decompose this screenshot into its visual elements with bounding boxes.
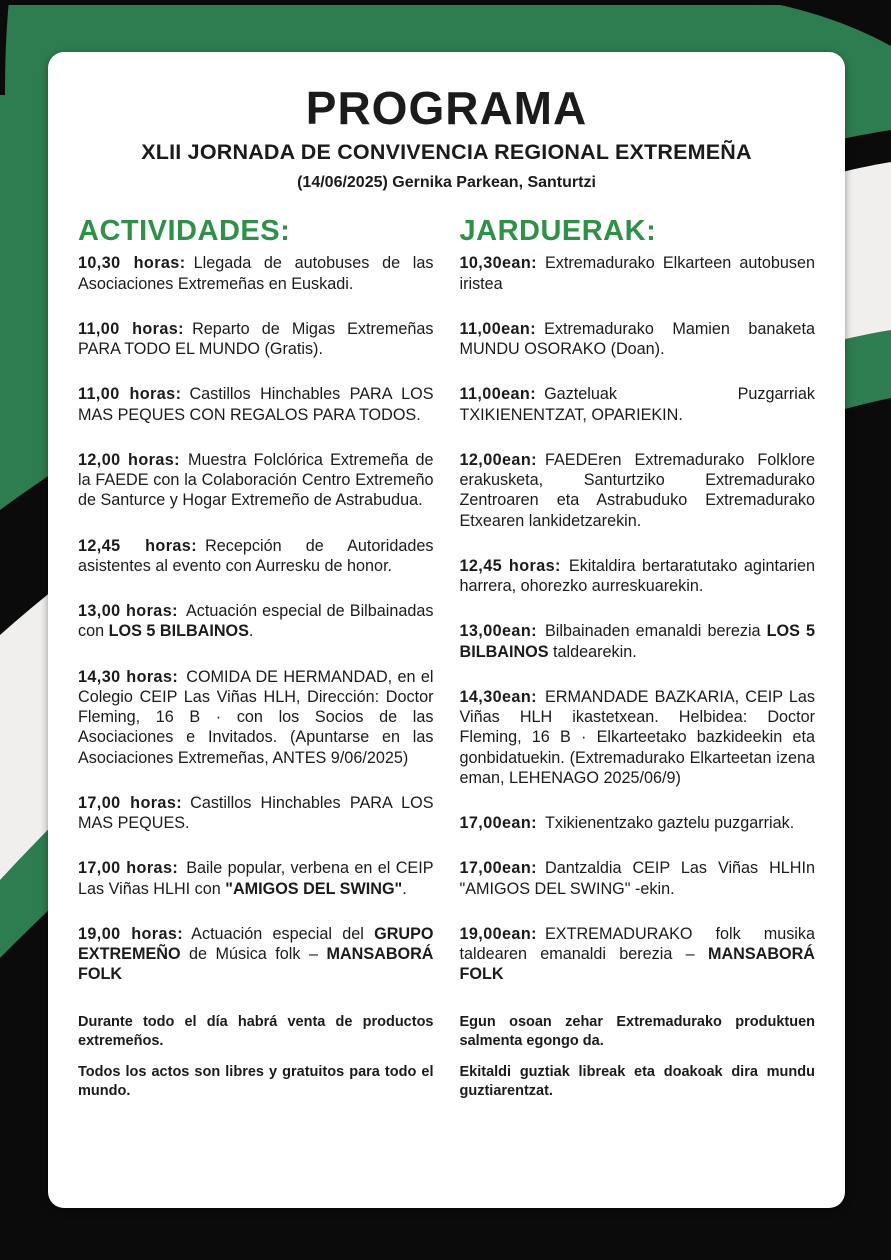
schedule-list-basque — [460, 253, 816, 984]
item-time: 13,00ean: — [459, 622, 537, 641]
poster-date-location: (14/06/2025) Gernika Parkean, Santurtzi — [297, 173, 596, 191]
poster-subtitle: XLII JORNADA DE CONVIVENCIA REGIONAL EXTREMEÑA — [141, 140, 752, 165]
column-heading-basque: JARDUERAK: — [459, 214, 657, 247]
program-card — [48, 52, 845, 1208]
schedule-item: 11,00 horas: Castillos Hinchables PARA LOS MAS PEQUES CON REGALOS PARA TODOS. — [78, 385, 434, 424]
schedule-item: 13,00ean: Bilbainaden emanaldi berezia LOS 5 BILBAINOS taldearekin. — [459, 622, 815, 661]
item-time: 14,30 horas: — [78, 667, 179, 686]
schedule-item: 12,45 horas: Ekitaldira bertaratutako agintarien harrera, ohorezko aurreskuarekin. — [459, 556, 816, 596]
item-time: 19,00ean: — [459, 924, 537, 943]
schedule-item: 17,00 horas: Baile popular, verbena en el CEIP Las Viñas HLHI con "AMIGOS DEL SWING". — [78, 859, 434, 898]
schedule-item: 14,30 horas: COMIDA DE HERMANDAD, en el Colegio CEIP Las Viñas HLH, Dirección: Doctor Fleming, 16 B · con los Socios de las Asociaciones e Invitados. (Apuntarse en las Asociaciones Extremeñas, ANTES 9/06/2025) — [78, 667, 434, 767]
top-edge-black-strip — [0, 0, 891, 5]
schedule-item: 14,30ean: ERMANDADE BAZKARIA, CEIP Las Viñas HLH ikastetxean. Helbidea: Doctor Fleming, 16 B · Elkarteetako bazkideekin eta gonbidatuekin. (Extremadurako Elkarteetan izena eman, LEHENAGO 2025/06/9) — [459, 687, 815, 787]
item-time: 17,00ean: — [459, 814, 537, 833]
item-time: 11,00 horas: — [78, 319, 184, 338]
item-time: 17,00ean: — [459, 859, 537, 878]
footer-notes-basque — [460, 1013, 816, 1101]
item-time: 19,00 horas: — [78, 924, 184, 943]
item-time: 12,45 horas: — [78, 536, 197, 555]
schedule-item: 13,00 horas: Actuación especial de Bilbainadas con LOS 5 BILBAINOS. — [78, 602, 434, 641]
item-time: 17,00 horas: — [78, 859, 179, 878]
footer-note: Todos los actos son libres y gratuitos para todo el mundo. — [78, 1064, 434, 1100]
schedule-item: 17,00 horas: Castillos Hinchables PARA LOS MAS PEQUES. — [78, 793, 434, 833]
item-time: 11,00ean: — [459, 319, 536, 338]
footer-note: Egun osoan zehar Extremadurako produktuen salmenta egongo da. — [459, 1013, 815, 1049]
item-time: 14,30ean: — [459, 687, 537, 706]
program-columns — [78, 216, 815, 1115]
item-time: 12,45 horas: — [459, 556, 561, 575]
schedule-item: 19,00ean: EXTREMADURAKO folk musika taldearen emanaldi berezia – MANSABORÁ FOLK — [459, 924, 815, 984]
item-time: 12,00ean: — [459, 450, 537, 469]
item-time: 10,30 horas: — [78, 254, 186, 273]
footer-note: Ekitaldi guztiak libreak eta doakoak dira mundu guztiarentzat. — [459, 1064, 815, 1100]
column-jarduerak — [460, 216, 816, 1115]
schedule-list-spanish — [78, 253, 434, 984]
footer-note: Durante todo el día habrá venta de productos extremeños. — [78, 1013, 434, 1049]
schedule-item: 17,00ean: Dantzaldia CEIP Las Viñas HLHIn "AMIGOS DEL SWING" -ekin. — [459, 859, 815, 898]
schedule-item: 12,00ean: FAEDEren Extremadurako Folklore erakusketa, Santurtziko Extremadurako Zentroaren eta Astrabuduko Extremadurako Etxearen lankidetzarekin. — [459, 450, 815, 530]
item-time: 17,00 horas: — [78, 793, 183, 812]
item-time: 10,30ean: — [459, 254, 537, 273]
poster-title: PROGRAMA — [305, 82, 588, 134]
schedule-item: 12,45 horas: Recepción de Autoridades asistentes al evento con Aurresku de honor. — [78, 536, 434, 575]
poster-header — [78, 84, 815, 192]
column-heading-spanish: ACTIVIDADES: — [78, 214, 291, 247]
schedule-item: 10,30ean: Extremadurako Elkarteen autobusen iristea — [459, 254, 815, 293]
item-time: 11,00ean: — [459, 385, 536, 404]
column-actividades — [78, 216, 434, 1115]
item-time: 12,00 horas: — [78, 450, 180, 469]
schedule-item: 12,00 horas: Muestra Folclórica Extremeña de la FAEDE con la Colaboración Centro Extremeño de Santurce y Hogar Extremeño de Astrabudua. — [78, 450, 434, 510]
schedule-item: 11,00ean: Gazteluak Puzgarriak TXIKIENENTZAT, OPARIEKIN. — [459, 385, 815, 424]
schedule-item: 11,00ean: Extremadurako Mamien banaketa MUNDU OSORAKO (Doan). — [459, 319, 815, 359]
item-time: 11,00 horas: — [78, 385, 182, 404]
schedule-item: 17,00ean: Txikienentzako gaztelu puzgarriak. — [459, 814, 795, 833]
item-time: 13,00 horas: — [78, 602, 178, 621]
schedule-item: 11,00 horas: Reparto de Migas Extremeñas PARA TODO EL MUNDO (Gratis). — [78, 319, 434, 359]
footer-notes-spanish — [78, 1013, 434, 1101]
schedule-item: 10,30 horas: Llegada de autobuses de las Asociaciones Extremeñas en Euskadi. — [78, 254, 434, 293]
schedule-item: 19,00 horas: Actuación especial del GRUPO EXTREMEÑO de Música folk – MANSABORÁ FOLK — [78, 924, 434, 984]
